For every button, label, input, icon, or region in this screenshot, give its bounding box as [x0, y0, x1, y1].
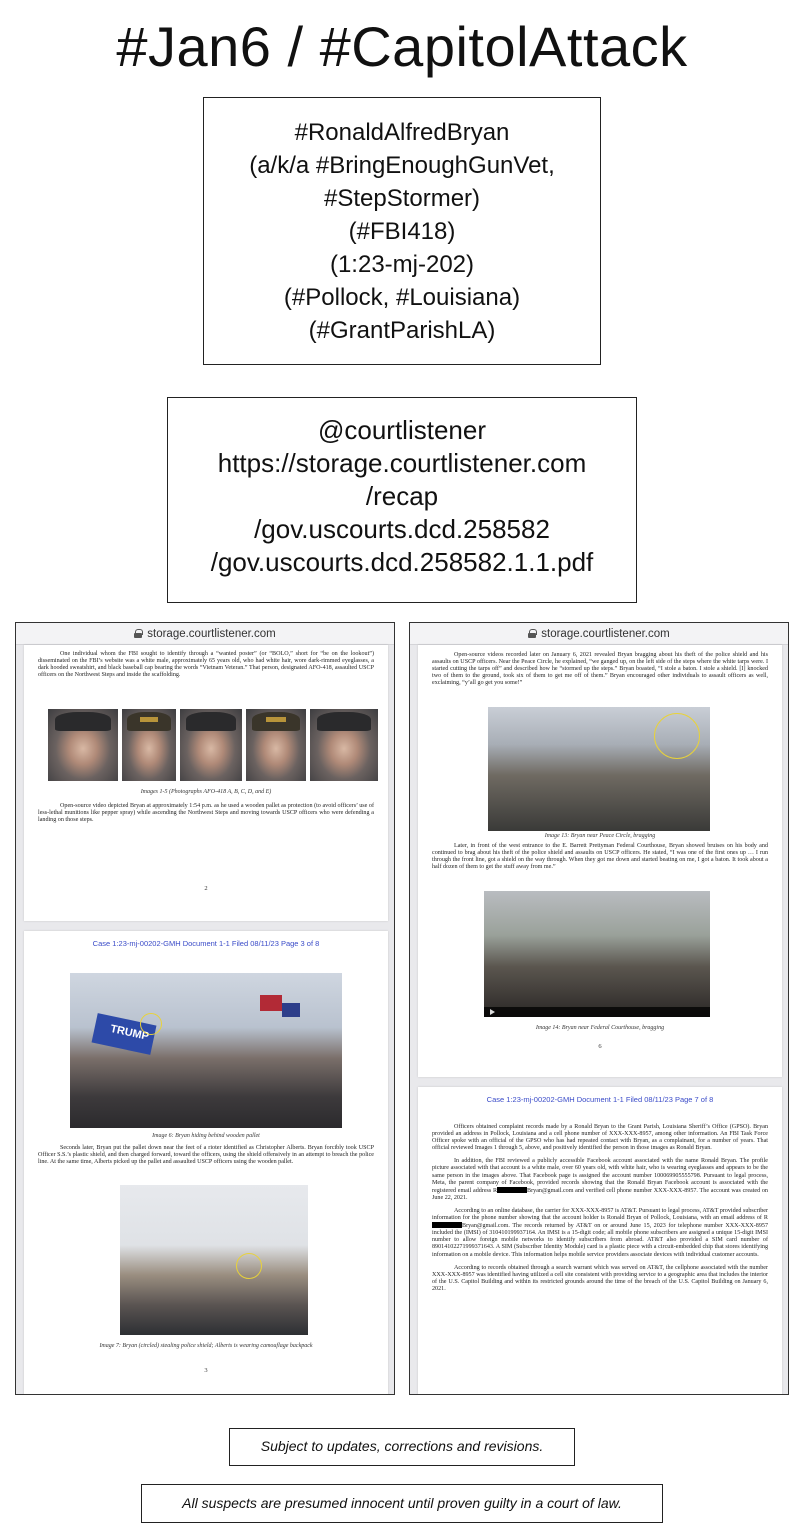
photo-afo418-c	[180, 709, 242, 781]
image-6-caption: Image 6: Bryan hiding behind wooden pallet	[152, 1133, 260, 1139]
page7-paragraph-2-start: In addition, the FBI reviewed a publicly accessible Facebook account associated with the name Ronald Bryan. The profile picture associated with that account is a white male, over 60 years old, with white hair, who is wearing eyeglasses and appears to be the same person in the images above. That Facebook page is assigned the account number 100069905555798. Pursuant to legal process, Meta, the parent company of Facebook, provided records showing that the Ronald Bryan Facebook account is associated with the registered email address R	[432, 1158, 768, 1194]
suspect-line: (a/k/a #BringEnoughGunVet,	[249, 152, 555, 179]
source-line: /gov.uscourts.dcd.258582	[254, 514, 550, 544]
flag-label: TRUMP	[109, 1022, 150, 1043]
page-number: 6	[598, 1043, 602, 1050]
image-13-caption: Image 13: Bryan near Peace Circle, bragging	[544, 833, 656, 839]
source-line: /gov.uscourts.dcd.258582.1.1.pdf	[210, 547, 594, 577]
image-13-photo	[488, 707, 710, 831]
page-number: 3	[204, 1367, 208, 1374]
blue-flag	[282, 1003, 300, 1017]
lock-icon	[528, 629, 536, 638]
image-7-caption: Image 7: Bryan (circled) stealing police shield; Alberts is wearing camouflage backpack	[99, 1343, 313, 1349]
suspect-line: #RonaldAlfredBryan	[294, 119, 510, 146]
redaction-bar	[432, 1222, 462, 1228]
redaction-bar	[497, 1187, 527, 1193]
document-page-2	[24, 645, 388, 921]
pacer-header: Case 1:23-mj-00202-GMH Document 1-1 Filed 08/11/23 Page 7 of 8	[486, 1095, 714, 1104]
suspect-line: (#FBI418)	[348, 218, 456, 245]
image-7-photo	[120, 1185, 308, 1335]
page7-paragraph-1: Officers obtained complaint records made by a Ronald Bryan to the Grant Parish, Louisiana Sheriff’s Office (GPSO). Bryan provided an address in Pollock, Louisiana and a cell phone number of XXX-XXX-8957, among other information. An FBI Task Force Officer spoke with an official of the GPSO who has had repeated contact with Bryan, as a complainant, for a number of years. That official reviewed Images 1 through 5, above, and positively identified the person in those images as Ronald Bryan.	[432, 1124, 768, 1152]
lock-icon	[134, 629, 142, 638]
suspect-line: #StepStormer)	[323, 185, 481, 212]
url-text: storage.courtlistener.com	[541, 627, 670, 640]
innocence-notice: All suspects are presumed innocent until proven guilty in a court of law.	[141, 1484, 663, 1523]
page7-paragraph-3-end: Bryan@gmail.com. The records returned by AT&T on or around June 15, 2023 for telephone number XXX-XXX-8957 included the (IMSI) of 310410199937164. An IMSI is a 15-digit code; all mobile phone subscribers are assigned a unique 15-digit IMSI number to allow foreign mobile networks to identify subscribers from abroad. AT&T also provided a SIM card number of 89014102271999371643. A SIM (Subscriber Identity Module) card is a plastic piece with a circuit-embedded chip that stores identifying information on a mobile device. This information helps mobile service providers associate devices with individual customer accounts.	[432, 1223, 768, 1258]
page7-paragraph-2	[432, 1158, 768, 1202]
suspect-circle	[236, 1253, 262, 1279]
page3-paragraph: Seconds later, Bryan put the pallet down near the feet of a rioter identified as Christopher Alberts. Bryan forcibly took USCP Officer S.S.’s plastic shield, and then charged forward, toward the officers, using the shield offensively in an attempt to breach the police line. At the same time, Alberts picked up the pallet and assaulted USCP officers using the wooden pallet.	[38, 1145, 374, 1166]
url-text: storage.courtlistener.com	[147, 627, 276, 640]
source-line: @courtlistener	[317, 415, 486, 445]
source-box	[167, 397, 637, 603]
page2-top-paragraph: One individual whom the FBI sought to identify through a “wanted poster” (or “BOLO,” short for “be on the lookout”) disseminated on the FBI’s website was a white male, approximately 65 years old, who had white hair, wore dark-rimmed eyeglasses, a dark hooded sweatshirt, and black baseball cap bearing the words “Vietnam Veteran.” That person, designated AFO-418, assaulted USCP officers on the Northwest Steps and inside the scaffolding.	[38, 651, 374, 679]
pacer-header: Case 1:23-mj-00202-GMH Document 1-1 Filed 08/11/23 Page 3 of 8	[92, 939, 320, 948]
image-14-video-still	[484, 891, 710, 1017]
page7-paragraph-3-start: According to an online database, the carrier for XXX-XXX-8957 is AT&T. Pursuant to legal process, AT&T provided subscriber information for the phone number showing that the account holder is Ronald Bryan of Pollock, Louisiana, with an email address of R	[432, 1207, 768, 1222]
suspect-line: (#Pollock, #Louisiana)	[283, 284, 521, 311]
suspect-line: (#GrantParishLA)	[308, 317, 496, 344]
page7-paragraph-3	[432, 1208, 768, 1259]
video-controls[interactable]	[484, 1007, 710, 1017]
page7-paragraph-4: According to records obtained through a search warrant which was served on AT&T, the cellphone associated with the number XXX-XXX-8957 was identified having utilized a cell site consistent with providing service to a geographic area that includes the interior of the U.S. Capitol Building and within its restricted grounds around the time of the breach of the U.S. Capitol Building on January 6, 2021.	[432, 1264, 768, 1292]
suspect-line: (1:23-mj-202)	[329, 251, 475, 278]
page7-paragraph-2-end: Bryan@gmail.com and verified cell phone number XXX-XXX-8957. The account was created on June 22, 2021.	[432, 1187, 768, 1201]
right-document-screenshot	[409, 622, 789, 1395]
photo-afo418-e	[310, 709, 378, 781]
suspect-info-box	[203, 97, 601, 365]
source-line: /recap	[365, 481, 439, 511]
suspect-circle	[654, 713, 700, 759]
left-document-screenshot	[15, 622, 395, 1395]
page-number: 2	[204, 885, 208, 892]
image-6-photo	[70, 973, 342, 1128]
url-bar[interactable]	[16, 623, 394, 645]
page6-middle-paragraph: Later, in front of the west entrance to the E. Barrett Prettyman Federal Courthouse, Bryan showed bruises on his body and continued to brag about his theft of the police shield and assaults on USCP officers. He stated, “I was one of the first ones up … I run through the front line, got a shield on the way through. When they got me down and started beating on me, I got a baton. It took about a half dozen of them to get the stuff away from me.”	[432, 843, 768, 871]
page6-top-paragraph: Open-source videos recorded later on January 6, 2021 revealed Bryan bragging about his theft of the police shield and his assaults on USCP officers. Near the Peace Circle, he explained, “we ganged up, on the left side of the steps where the white tarps were. I started cutting the tarps off” and described how he “stormed up the steps.” Bryan boasted, “I stole a baton. I stole a shield. [I] knocked two of them to the ground, took six of them to get me off of them.” Bryan encouraged other individuals to assault officers as well, exclaiming, “y’all go get you some!”	[432, 652, 768, 687]
url-bar[interactable]	[410, 623, 788, 645]
document-page-6	[418, 645, 782, 1077]
page-title: #Jan6 / #CapitolAttack	[116, 15, 688, 78]
photo-afo418-a	[48, 709, 118, 781]
page2-bottom-paragraph: Open-source video depicted Bryan at approximately 1:54 p.m. as he used a wooden pallet as protection (to avoid officers’ use of less-lethal munitions like pepper spray) while ascending the Northwest Steps and moving towards USCP officers who were defending a landing on those steps.	[38, 803, 374, 824]
document-page-3	[24, 931, 388, 1395]
play-icon[interactable]	[490, 1009, 495, 1015]
suspect-circle	[140, 1013, 162, 1035]
image-14-caption: Image 14: Bryan near Federal Courthouse, bragging	[535, 1025, 665, 1031]
images-1-5-caption: Images 1-5 (Photographs AFO-418 A, B, C, D, and E)	[140, 789, 272, 795]
photo-afo418-d	[246, 709, 306, 781]
updates-notice: Subject to updates, corrections and revisions.	[229, 1428, 575, 1466]
source-line: https://storage.courtlistener.com	[217, 448, 587, 478]
document-page-7	[418, 1087, 782, 1395]
photo-afo418-b	[122, 709, 176, 781]
red-flag	[260, 995, 282, 1011]
